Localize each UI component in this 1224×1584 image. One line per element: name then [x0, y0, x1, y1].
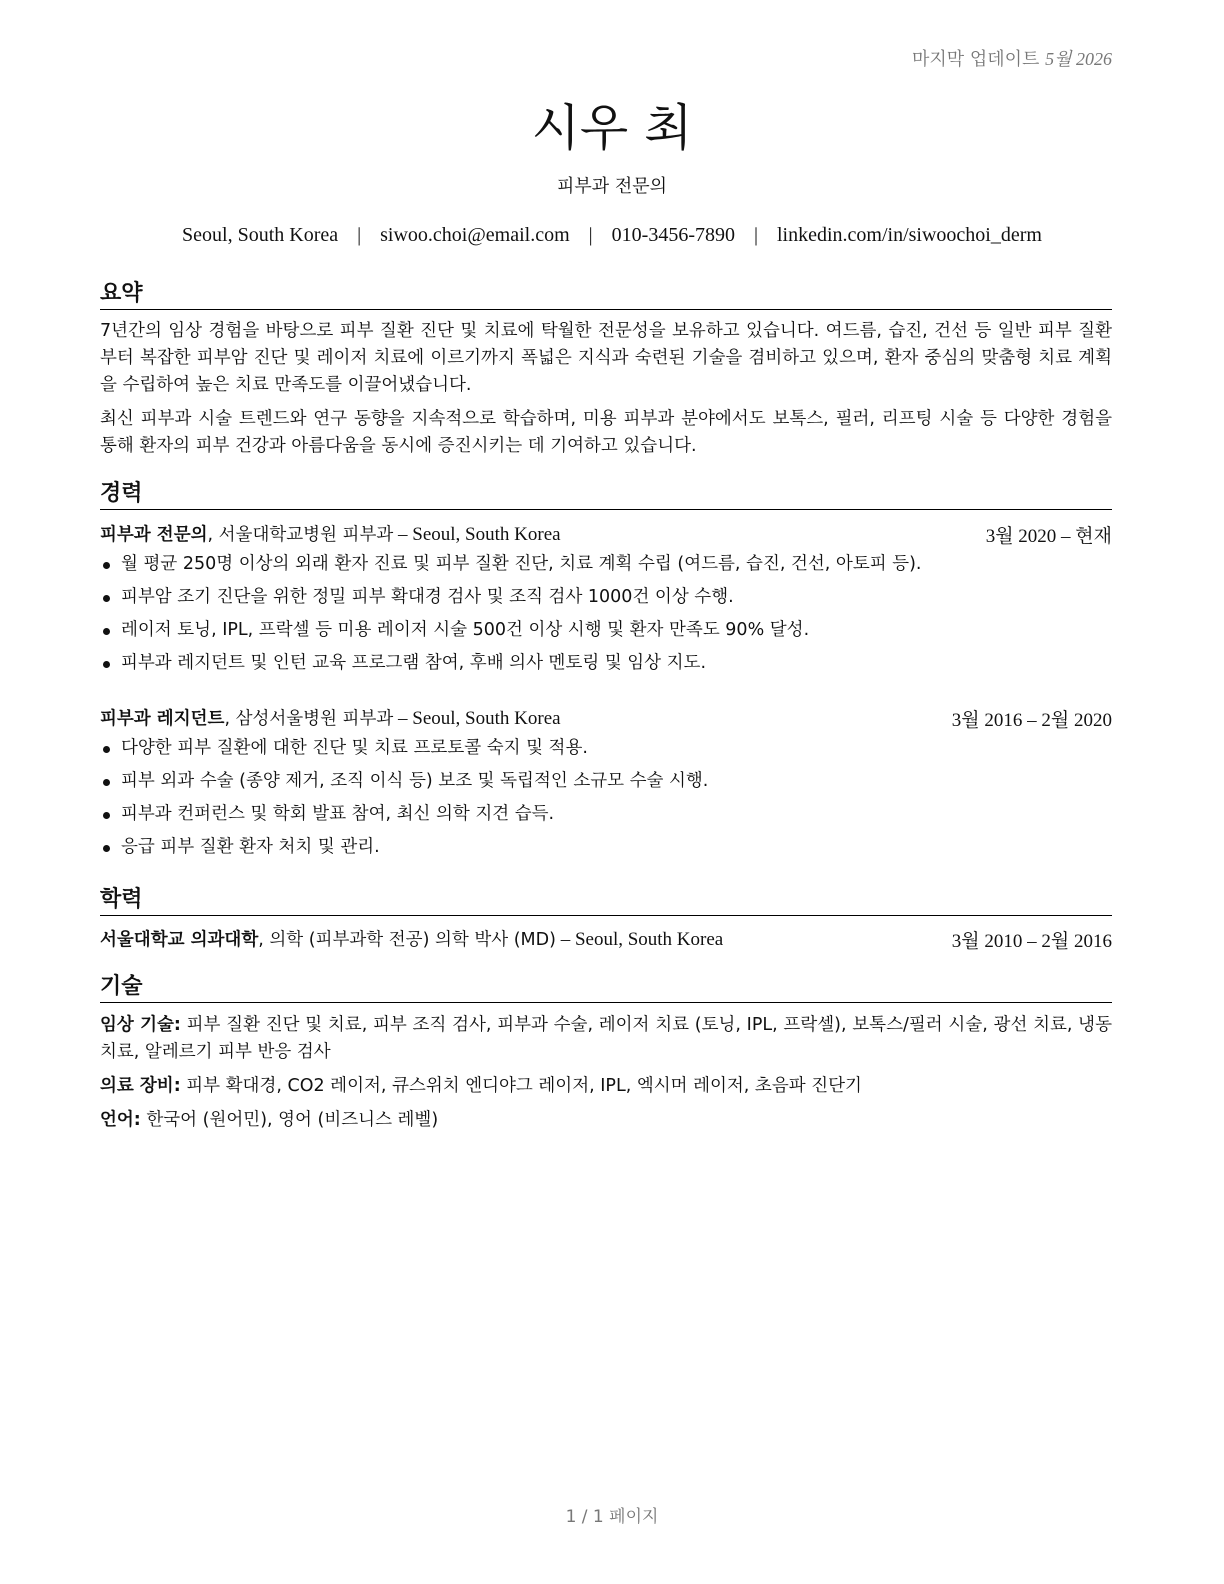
education-entry — [100, 926, 1112, 953]
section-title-skills: 기술 — [100, 969, 1112, 1003]
education-school: 서울대학교 의과대학 — [100, 930, 259, 950]
skill-value: 피부 확대경, CO2 레이저, 큐스위치 엔디야그 레이저, IPL, 엑시머 레이저, 초음파 진단기 — [180, 1076, 862, 1096]
job-bullets — [100, 551, 1112, 683]
section-title-experience: 경력 — [100, 476, 1112, 510]
contact-separator: | — [357, 224, 362, 246]
job-organization: , 삼성서울병원 피부과 — [224, 709, 394, 729]
skill-row-languages — [100, 1107, 1112, 1134]
contact-separator: | — [753, 224, 758, 246]
job-header — [100, 521, 1112, 548]
skill-label: 언어: — [100, 1110, 141, 1130]
skill-value: 한국어 (원어민), 영어 (비즈니스 레벨) — [140, 1110, 439, 1130]
contact-email[interactable]: siwoo.choi@email.com — [380, 224, 570, 246]
summary-paragraph-2: 최신 피부과 시술 트렌드와 연구 동향을 지속적으로 학습하며, 미용 피부과 분야에서도 보톡스, 필러, 리프팅 시술 등 다양한 경험을 통해 환자의 피부 건강과 아름다움을 동시에 증진시키는 데 기여하고 있습니다. — [100, 409, 1112, 456]
job-role: 피부과 레지던트 — [100, 709, 225, 729]
list-item: 레이저 토닝, IPL, 프락셀 등 미용 레이저 시술 500건 이상 시행 및 환자 만족도 90% 달성. — [100, 617, 1112, 650]
job-location: – Seoul, South Korea — [393, 708, 561, 729]
job-dates: 3월 2016 – 2월 2020 — [951, 710, 1112, 731]
contact-location: Seoul, South Korea — [182, 224, 339, 246]
candidate-title: 피부과 전문의 — [556, 176, 668, 197]
skill-row-clinical — [100, 1012, 1112, 1066]
list-item: 피부과 컨퍼런스 및 학회 발표 참여, 최신 의학 지견 습득. — [100, 801, 1112, 834]
job-dates: 3월 2020 – 현재 — [985, 526, 1112, 547]
contact-line — [0, 224, 1224, 247]
candidate-name: 시우 최 — [531, 99, 693, 157]
last-updated-label: 마지막 업데이트 — [911, 49, 1040, 70]
job-header — [100, 705, 1112, 732]
contact-separator: | — [588, 224, 593, 246]
page-number: 1 / 1 페이지 — [565, 1507, 659, 1527]
skill-value: 피부 질환 진단 및 치료, 피부 조직 검사, 피부과 수술, 레이저 치료 (토닝, IPL, 프락셀), 보톡스/필러 시술, 광선 치료, 냉동 치료, 알레르기 피부 반응 검사 — [100, 1015, 1112, 1062]
job-organization: , 서울대학교병원 피부과 — [207, 525, 394, 545]
last-updated — [912, 45, 1112, 71]
job-bullets — [100, 735, 1112, 867]
summary-paragraph-1: 7년간의 임상 경험을 바탕으로 피부 질환 진단 및 치료에 탁월한 전문성을 보유하고 있습니다. 여드름, 습진, 건선 등 일반 피부 질환부터 복잡한 피부암 진단 및 레이저 치료에 이르기까지 폭넓은 지식과 숙련된 기술을 겸비하고 있으며, 환자 중심의 맞춤형 치료 계획을 수립하여 높은 치료 만족도를 이끌어냈습니다. — [100, 321, 1112, 395]
education-degree: , 의학 (피부과학 전공) 의학 박사 (MD) — [258, 930, 556, 950]
contact-phone: 010-3456-7890 — [611, 224, 735, 246]
contact-linkedin[interactable]: linkedin.com/in/siwoochoi_derm — [777, 224, 1042, 246]
skill-label: 임상 기술: — [100, 1015, 181, 1035]
job-location: – Seoul, South Korea — [393, 524, 561, 545]
section-title-education: 학력 — [100, 882, 1112, 916]
list-item: 다양한 피부 질환에 대한 진단 및 치료 프로토콜 숙지 및 적용. — [100, 735, 1112, 768]
list-item: 피부암 조기 진단을 위한 정밀 피부 확대경 검사 및 조직 검사 1000건 이상 수행. — [100, 584, 1112, 617]
section-title-summary: 요약 — [100, 276, 1112, 310]
education-location: – Seoul, South Korea — [555, 929, 724, 950]
last-updated-date: 5월 2026 — [1045, 49, 1112, 69]
list-item: 피부과 레지던트 및 인턴 교육 프로그램 참여, 후배 의사 멘토링 및 임상 지도. — [100, 650, 1112, 683]
job-role: 피부과 전문의 — [100, 525, 208, 545]
skill-row-equipment — [100, 1073, 1112, 1100]
list-item: 응급 피부 질환 환자 처치 및 관리. — [100, 834, 1112, 867]
education-dates: 3월 2010 – 2월 2016 — [951, 931, 1112, 952]
skill-label: 의료 장비: — [100, 1076, 181, 1096]
list-item: 월 평균 250명 이상의 외래 환자 진료 및 피부 질환 진단, 치료 계획 수립 (여드름, 습진, 건선, 아토피 등). — [100, 551, 1112, 584]
list-item: 피부 외과 수술 (종양 제거, 조직 이식 등) 보조 및 독립적인 소규모 수술 시행. — [100, 768, 1112, 801]
